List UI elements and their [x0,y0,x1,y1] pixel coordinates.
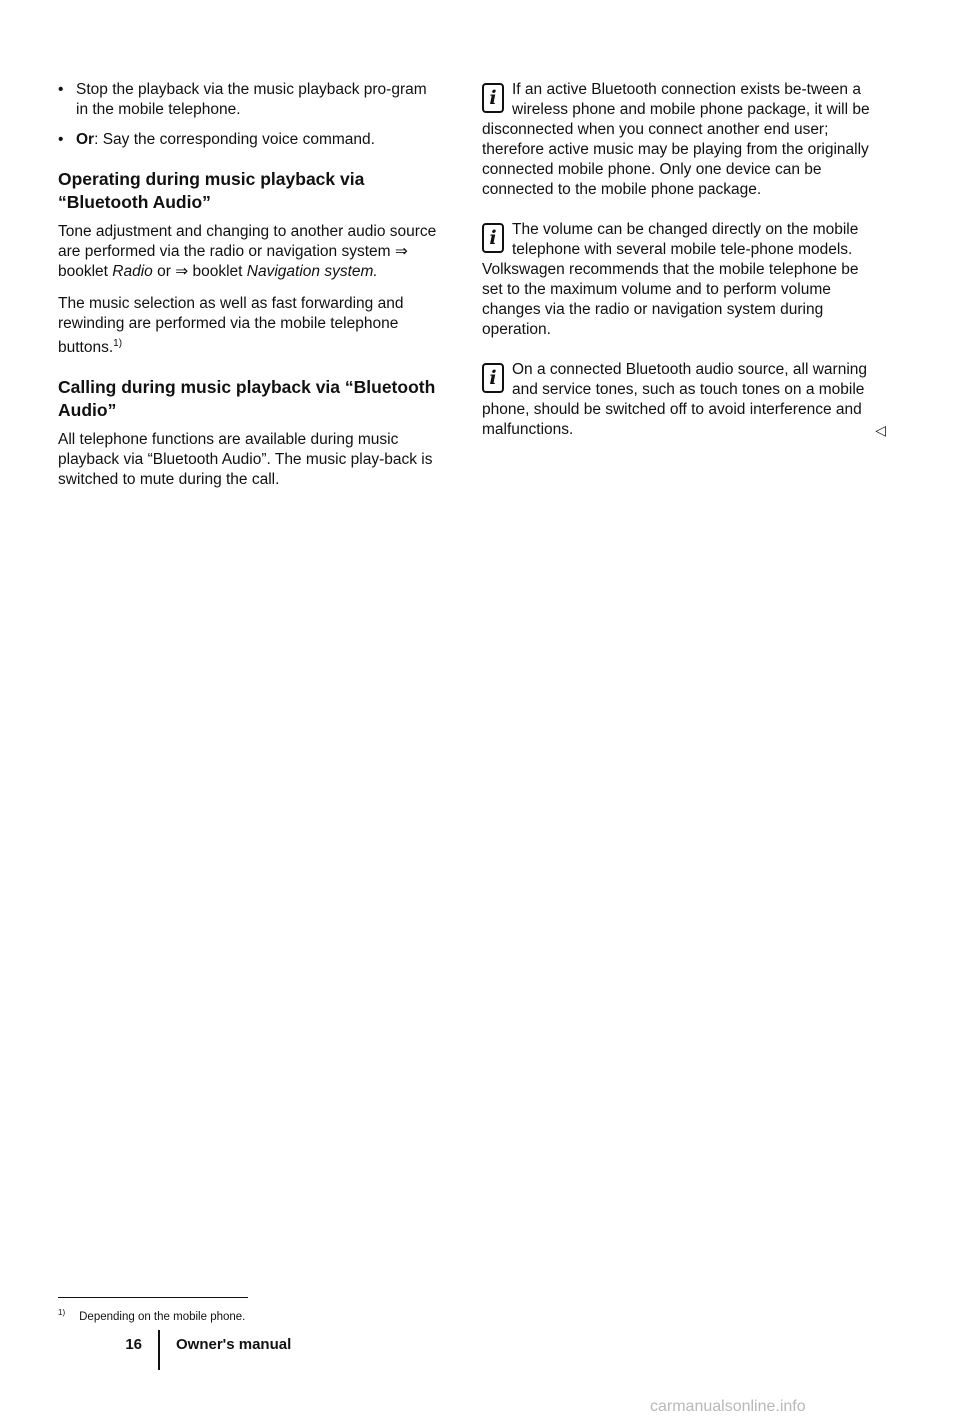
info-icon: i [482,223,504,253]
footnote [58,1308,245,1323]
bullet-dot-icon: • [58,131,64,148]
info-note [482,80,882,200]
info-icon: i [482,83,504,113]
section-heading: Operating during music playback via “Bluetooth Audio” [58,169,365,212]
paragraph-text: or ⇒ booklet [152,263,247,280]
info-icon: i [482,363,504,393]
footnote-reference: 1) [113,338,123,349]
paragraph [58,222,438,282]
paragraph-text: Tone adjustment and changing to another audio source are performed via the radio or navigation system ⇒ booklet [58,223,437,280]
note-text: On a connected Bluetooth audio source, all warning and service tones, such as touch tones on a mobile phone, should be switched off to avoid interference and malfunctions. [482,361,868,438]
end-of-section-icon: ◁ [875,422,886,438]
paragraph: All telephone functions are available during music playback via “Bluetooth Audio”. The music play-back is switched to mute during the call. [58,431,433,489]
info-note [482,220,882,340]
footnote-divider [58,1297,248,1298]
bullet-item [58,80,438,120]
page-number: 16 [125,1336,142,1353]
paragraph [58,294,438,358]
left-column [58,80,438,502]
note-text: The volume can be changed directly on the mobile telephone with several mobile tele-phone models. Volkswagen recommends that the mobile telephone be set to the maximum volume and to perform volume changes via the radio or navigation system during operation. [482,221,859,338]
footer-title: Owner's manual [176,1336,292,1353]
watermark: carmanualsonline.info [650,1398,806,1415]
info-note [482,360,886,440]
bullet-text: Stop the playback via the music playback pro-gram in the mobile telephone. [76,81,427,118]
bullet-item [58,130,438,150]
bullet-text: : Say the corresponding voice command. [94,131,375,148]
booklet-reference: Radio [112,263,153,280]
footer-divider [158,1330,160,1370]
bullet-prefix: Or [76,131,95,148]
right-column [482,80,886,460]
note-text: If an active Bluetooth connection exists be-tween a wireless phone and mobile phone package, it will be disconnected when you connect another end user; therefore active music may be playing from the originally connected mobile phone. Only one device can be connected to the mobile phone package. [482,81,870,198]
footnote-mark: 1) [58,1308,66,1317]
footnote-text: Depending on the mobile phone. [79,1310,246,1323]
paragraph-text: The music selection as well as fast forwarding and rewinding are performed via the mobile telephone buttons. [58,295,404,357]
booklet-reference: Navigation system. [246,263,378,280]
section-heading: Calling during music playback via “Bluetooth Audio” [58,377,436,421]
bullet-dot-icon: • [58,81,64,98]
